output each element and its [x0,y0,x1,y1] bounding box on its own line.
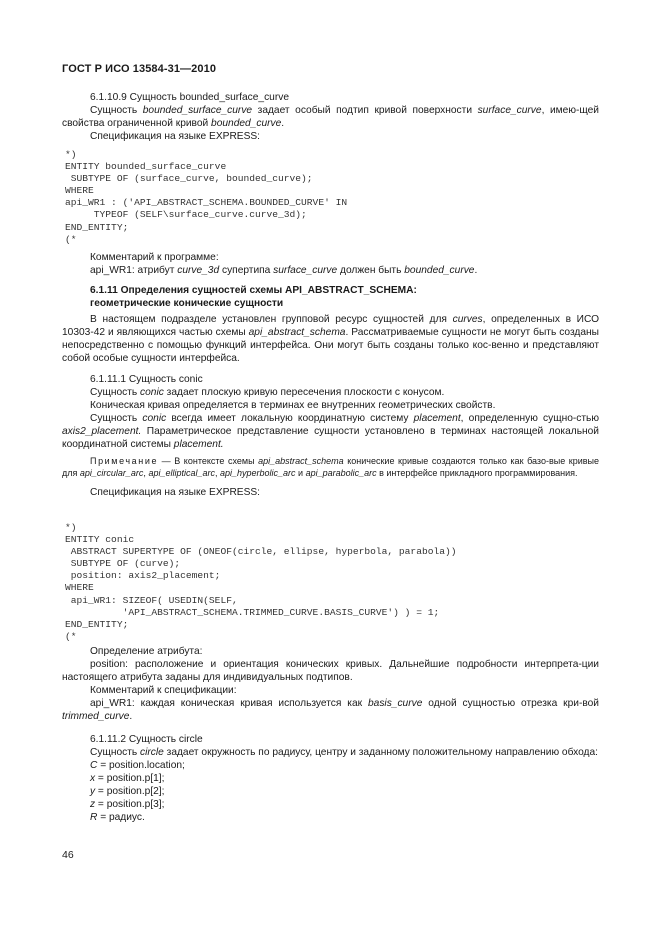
paragraph: Коническая кривая определяется в терминах ее внутренних геометрических свойств. [90,400,496,411]
formula-line: R = радиус. [90,812,145,823]
section-heading-line2: геометрические конические сущности [90,298,284,309]
formula-line: z = position.p[3]; [90,799,165,810]
section-bounded-surface-curve [62,91,599,143]
paragraph: Сущность circle задает окружность по радиусу, центру и заданному положительному направлению обхода: [90,747,598,758]
section-heading: 6.1.11 Определения сущностей схемы API_ABSTRACT_SCHEMA: [90,285,417,296]
formula-line: y = position.p[2]; [90,786,165,797]
section-circle [62,733,599,824]
document-header: ГОСТ Р ИСО 13584-31—2010 [62,63,217,75]
section-conic-entities [62,284,599,365]
attribute-text: position: расположение и ориентация конических кривых. Дальнейшие подробности интерпрета-ции настоящего атрибута заданы для индивидуальных подтипов. [62,659,599,683]
paragraph: Сущность conic задает плоскую кривую пересечения плоскости с конусом. [90,387,445,398]
attribute-block [62,645,599,723]
section-title: 6.1.10.9 Сущность bounded_surface_curve [90,92,289,103]
paragraph: Сущность bounded_surface_curve задает особый подтип кривой поверхности surface_curve, имею-щей свойства ограниченной кривой bounded_curve. [62,105,599,129]
comment-block [62,251,599,277]
express-code-block: *) ENTITY conic ABSTRACT SUPERTYPE OF (ONEOF(circle, ellipse, hyperbola, parabola)) SUBTYPE OF (curve); position: axis2_placement; WHERE api_WR1: SIZEOF( USEDIN(SELF, 'API_ABSTRACT_SCHEMA.TRIMMED_CURVE.BASIS_CURVE') ) = 1; END_ENTITY; (* [65,522,457,642]
formula-line: x = position.p[1]; [90,773,165,784]
section-conic [62,373,599,499]
page-number: 46 [62,849,74,861]
note: Примечание — В контексте схемы api_abstract_schema конические кривые создаются только как базо-вые кривые для api_circular_arc, api_elliptical_arc, api_hyperbolic_arc и api_parabolic_arc в интерфейсе прикладного программирования. [62,456,600,478]
express-code-block: *) ENTITY bounded_surface_curve SUBTYPE OF (surface_curve, bounded_curve); WHERE api_WR1 : ('API_ABSTRACT_SCHEMA.BOUNDED_CURVE' IN TYPEOF (SELF\surface_curve.curve_3d); END_ENTITY; (* [65,149,348,245]
section-title: 6.1.11.2 Сущность circle [90,734,203,745]
paragraph: Сущность conic всегда имеет локальную координатную систему placement, определенную сущно-стью axis2_placement. Параметрическое представление сущности установлено в терминах настоящей локальной координатной системы placement. [62,413,599,450]
comment-text: api_WR1: атрибут curve_3d супертипа surface_curve должен быть bounded_curve. [90,265,478,276]
comment-text: api_WR1: каждая коническая кривая используется как basis_curve одной сущностью отрезка кри-вой trimmed_curve. [62,698,599,722]
formula-line: C = position.location; [90,760,185,771]
attribute-title: Определение атрибута: [90,646,203,657]
spec-label: Спецификация на языке EXPRESS: [90,487,261,498]
comment-title: Комментарий к спецификации: [90,685,237,696]
section-title: 6.1.11.1 Сущность conic [90,374,203,385]
formula-list [62,759,599,824]
paragraph: В настоящем подразделе установлен групповой ресурс сущностей для curves, определенных в ИСО 10303-42 и являющихся частью схемы api_abstract_schema. Рассматриваемые сущности не могут быть созданы непосредственно с помощью функций интерфейса. Они могут быть созданы только кос-венно и представляют собой особые сущности интерфейса. [62,314,599,364]
comment-title: Комментарий к программе: [90,252,219,263]
spec-label: Спецификация на языке EXPRESS: [90,131,261,142]
